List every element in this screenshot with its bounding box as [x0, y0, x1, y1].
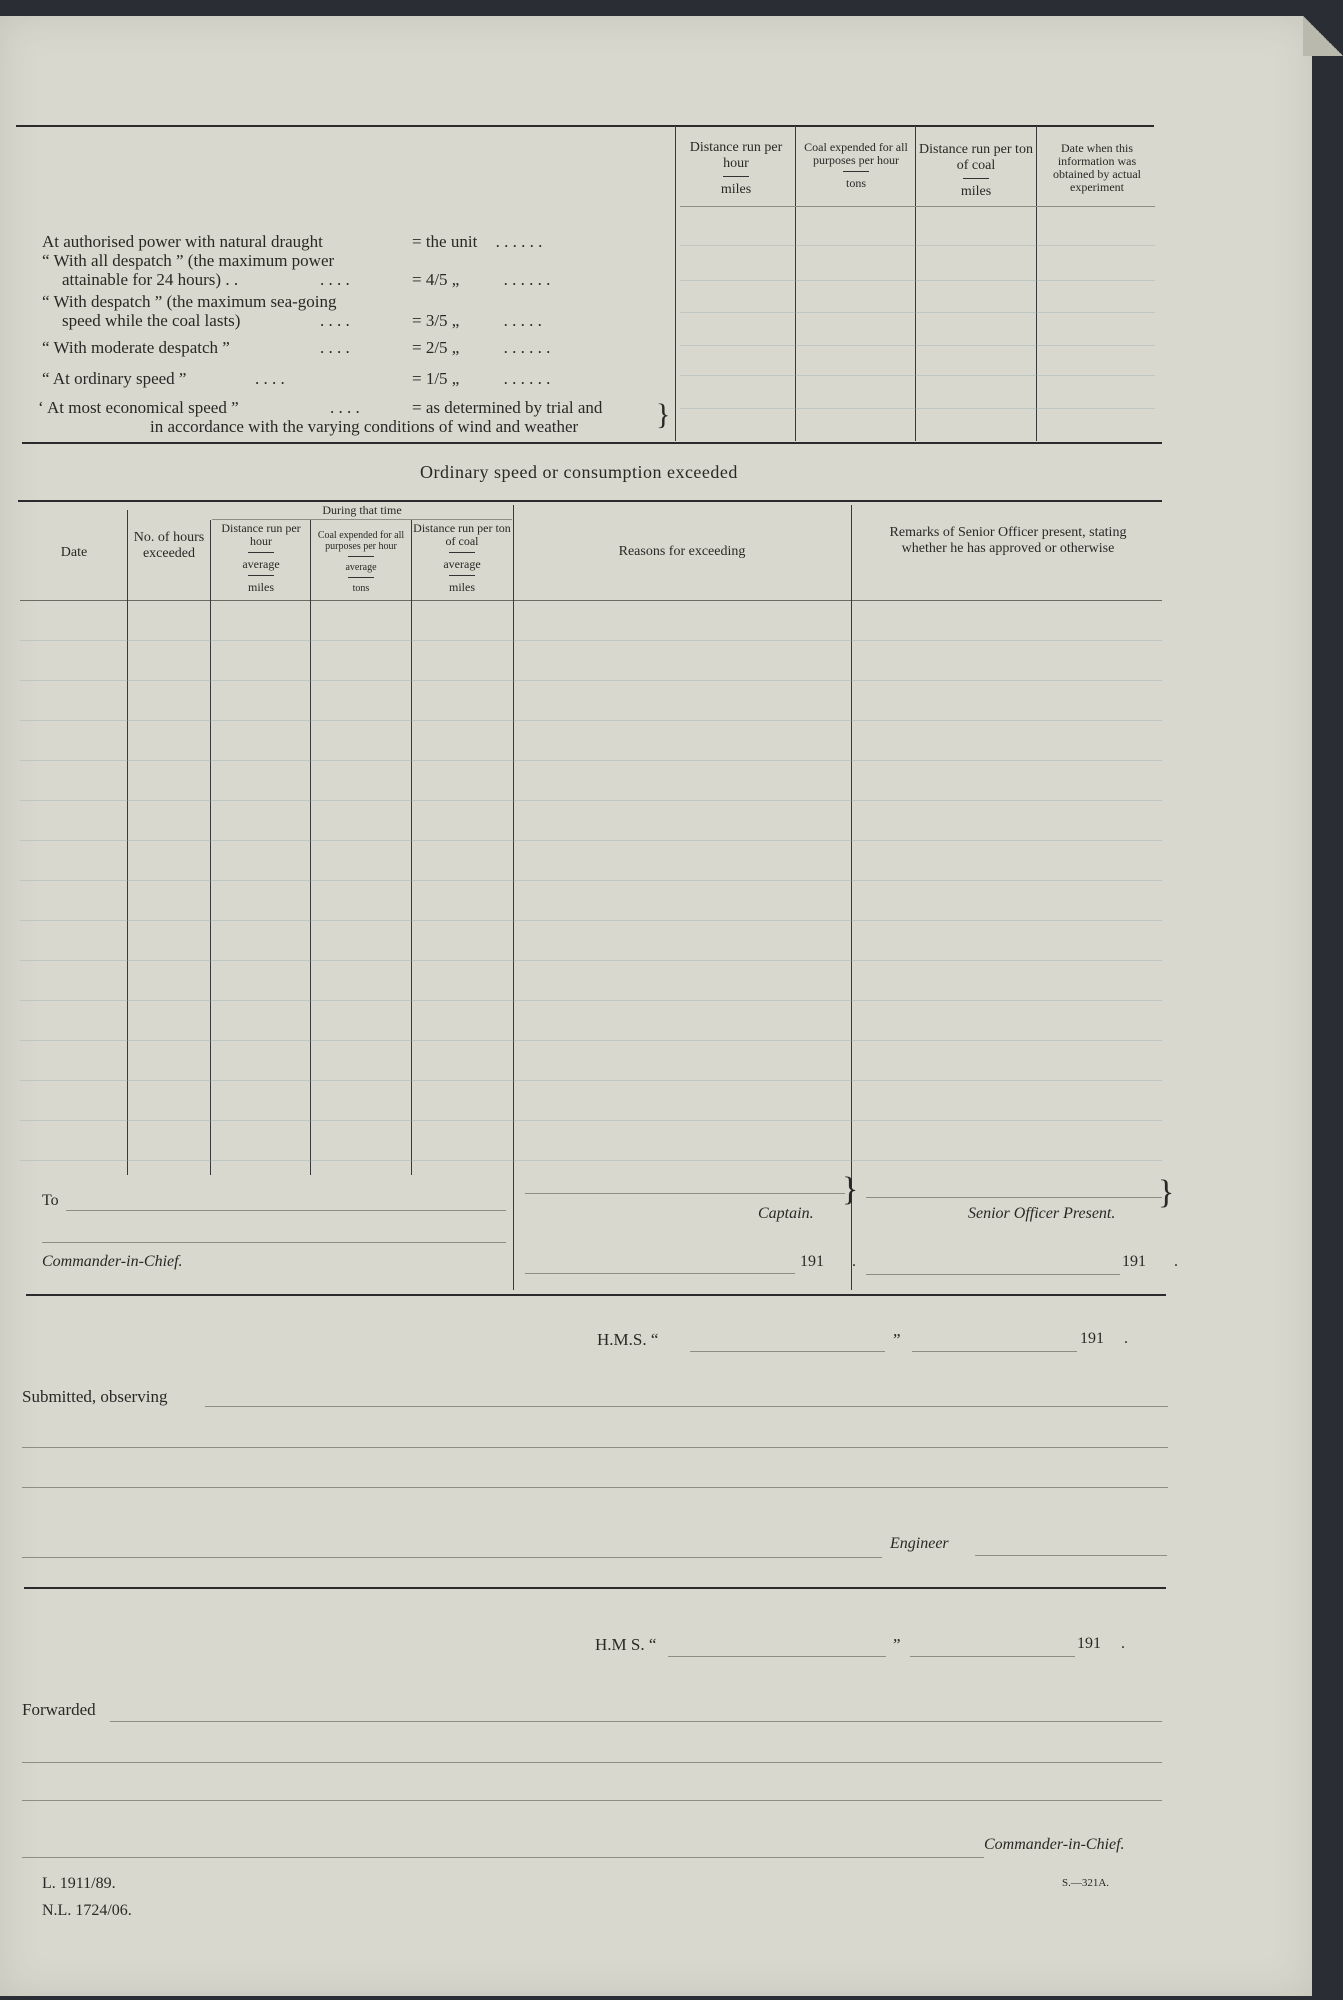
- senior-brace: }: [1158, 1174, 1175, 1211]
- submitted-label: [22, 1387, 167, 1407]
- submitted-hms-text: H.M.S. “: [597, 1330, 659, 1349]
- footer-ref-2: [42, 1902, 132, 1920]
- speed-row-authorised: [42, 232, 323, 251]
- col-remarks: [870, 525, 1146, 557]
- engineer-text: Engineer: [890, 1535, 949, 1552]
- speed-label: ‘ At most economical speed ”: [38, 398, 239, 417]
- speed-ratio: = 3/5 „: [412, 311, 460, 330]
- footer-form-text: S.—321A.: [1062, 1877, 1110, 1889]
- col-coal-avg: average: [345, 562, 377, 573]
- forwarded-close-quote: [893, 1635, 901, 1655]
- speed-eq-economical: [412, 398, 602, 418]
- forwarded-year-text: 191: [1077, 1635, 1101, 1652]
- header-distance-per-hour: [680, 140, 792, 198]
- speed-ratio: = 1/5 „: [412, 369, 460, 388]
- leader-dots-despatch-row: [320, 270, 350, 290]
- top-header-underline: [680, 206, 1155, 207]
- ex-col-div-3: [310, 520, 311, 1175]
- forwarded-label: [22, 1700, 96, 1720]
- col-per-ton-avg: average: [443, 557, 481, 571]
- col-remarks-label: Remarks of Senior Officer present, stating whether he has approved or otherwise: [889, 525, 1127, 556]
- top-col-divider-3: [1036, 126, 1037, 441]
- top-col-divider-1: [795, 126, 796, 441]
- forwarded-period: .: [1121, 1635, 1125, 1652]
- speed-row-despatch: [42, 292, 337, 330]
- captain-year: [800, 1253, 856, 1271]
- speed-label-cont: speed while the coal lasts): [62, 311, 241, 330]
- col-distance: [214, 522, 308, 594]
- senior-text: Senior Officer Present.: [968, 1205, 1116, 1222]
- ex-col-div-1: [127, 510, 128, 1175]
- speed-row-moderate: [42, 338, 230, 357]
- top-col-divider-2: [915, 126, 916, 441]
- speed-eq-despatch: [412, 311, 542, 331]
- submitted-label-text: Submitted, observing: [22, 1387, 168, 1406]
- top-table-left-edge: [675, 126, 676, 441]
- leader-dots-seagoing-row: [320, 311, 350, 331]
- submitted-close-quote: [893, 1330, 901, 1350]
- forwarded-date-line: [910, 1656, 1075, 1657]
- exceeded-title: [420, 462, 738, 483]
- col-date: [22, 545, 126, 561]
- col-coal-unit: tons: [352, 583, 370, 594]
- forwarded-hms: [595, 1635, 656, 1655]
- senior-year-text: 191: [1122, 1253, 1146, 1270]
- col-per-ton-unit: miles: [449, 580, 475, 594]
- speed-row-ordinary: [42, 369, 186, 388]
- to-label: [42, 1192, 59, 1210]
- col-hours: [130, 530, 208, 562]
- leader-dots: . . . .: [320, 311, 350, 330]
- senior-date-line: [866, 1274, 1120, 1275]
- speed-eq-all-despatch: [412, 270, 550, 290]
- engineer-label: [890, 1535, 949, 1553]
- forwarded-line-4: [22, 1857, 984, 1858]
- speed-label: “ At ordinary speed ”: [42, 369, 187, 388]
- col-coal-label: Coal expended for all purposes per hour: [317, 530, 405, 552]
- footer-form-number: [1062, 1877, 1109, 1889]
- during-underline: [212, 519, 512, 520]
- header-distance-per-ton-unit: miles: [960, 184, 992, 199]
- forwarded-cic: [984, 1836, 1125, 1854]
- speed-ratio: = 4/5 „: [412, 270, 460, 289]
- senior-sign-line: [866, 1197, 1162, 1198]
- ex-col-div-5: [513, 505, 514, 1290]
- top-table-rule: [16, 125, 1154, 127]
- col-reasons-label: Reasons for exceeding: [618, 544, 746, 559]
- submitted-period: .: [1124, 1330, 1128, 1347]
- exceeded-header-bottom: [20, 600, 1162, 601]
- speed-eq-authorised: [412, 232, 542, 252]
- cic-text: Commander-in-Chief.: [42, 1253, 183, 1270]
- col-distance-label: Distance run per hour: [221, 521, 301, 548]
- leader-dots-economical-row: [330, 398, 360, 418]
- submitted-line-1: [205, 1406, 1168, 1407]
- col-per-ton: [413, 522, 511, 594]
- speed-ratio: = the unit: [412, 232, 478, 251]
- header-distance-per-ton-label: Distance run per ton of coal: [919, 142, 1033, 173]
- speed-ratio: = as determined by trial and: [412, 398, 603, 417]
- header-coal-per-hour-label: Coal expended for all purposes per hour: [804, 140, 908, 167]
- captain-sign-line: [525, 1193, 845, 1194]
- captain-text: Captain.: [758, 1205, 814, 1222]
- speed-eq-ordinary: [412, 369, 550, 389]
- captain-period: .: [852, 1253, 856, 1270]
- ex-col-div-4: [411, 520, 412, 1175]
- col-reasons: [515, 544, 849, 560]
- leader-dots: . . . . . .: [495, 232, 543, 251]
- captain-brace: }: [842, 1171, 859, 1208]
- forwarded-label-text: Forwarded: [22, 1700, 96, 1719]
- speed-eq-moderate: [412, 338, 550, 358]
- col-hours-label: No. of hours exceeded: [133, 530, 205, 561]
- during-label: During that time: [322, 503, 402, 517]
- forwarded-ship-line: [668, 1656, 886, 1657]
- speed-label-cont: in accordance with the varying conditions of wind and weather: [150, 417, 579, 436]
- forwarded-hms-text: H.M S. “: [595, 1635, 657, 1654]
- ex-col-div-2: [210, 520, 211, 1175]
- speed-label-cont: attainable for 24 hours) . .: [62, 270, 239, 289]
- submitted-line-4: [22, 1557, 882, 1558]
- captain-date-line: [525, 1273, 795, 1274]
- submitted-hms: [597, 1330, 658, 1350]
- col-distance-unit: miles: [248, 580, 274, 594]
- footer-ref-1-text: L. 1911/89.: [42, 1875, 116, 1892]
- forwarded-year: [1077, 1635, 1125, 1653]
- header-coal-per-hour-unit: tons: [845, 176, 866, 190]
- leader-dots: . . . .: [330, 398, 360, 417]
- speed-ratio: = 2/5 „: [412, 338, 460, 357]
- leader-dots: . . . . .: [503, 311, 542, 330]
- leader-dots: . . . . . .: [503, 369, 551, 388]
- submitted-line-3: [22, 1487, 1168, 1488]
- speed-label: At authorised power with natural draught: [42, 232, 323, 251]
- leader-dots-ordinary-row: [255, 369, 285, 389]
- submitted-quote-text: ”: [893, 1330, 901, 1349]
- forwarded-line-2: [22, 1762, 1162, 1763]
- header-distance-per-hour-label: Distance run per hour: [689, 140, 783, 171]
- brace-economical: }: [656, 398, 671, 431]
- col-per-ton-label: Distance run per ton of coal: [413, 521, 511, 548]
- header-distance-per-ton: [918, 142, 1034, 200]
- engineer-line: [975, 1555, 1167, 1556]
- speed-label: “ With all despatch ” (the maximum power: [42, 251, 335, 270]
- page-corner: [1303, 16, 1343, 56]
- during-that-time: [212, 504, 512, 517]
- captain-label: [758, 1205, 814, 1223]
- header-distance-per-hour-unit: miles: [720, 182, 752, 197]
- leader-dots: . . . .: [320, 270, 350, 289]
- header-date-obtained: [1040, 142, 1154, 194]
- captain-year-text: 191: [800, 1253, 824, 1270]
- submitted-line-2: [22, 1447, 1168, 1448]
- forwarded-quote-text: ”: [893, 1635, 901, 1654]
- signoff-bottom-rule: [26, 1294, 1166, 1296]
- to-line-1: [66, 1210, 506, 1211]
- leader-dots: . . . .: [320, 338, 350, 357]
- forwarded-cic-text: Commander-in-Chief.: [984, 1836, 1125, 1853]
- submitted-year: [1080, 1330, 1128, 1348]
- senior-label: [968, 1205, 1115, 1223]
- to-line-2: [42, 1242, 506, 1243]
- leader-dots: . . . .: [255, 369, 285, 388]
- top-table-bottom-rule: [22, 442, 1162, 444]
- to-text: To: [42, 1192, 59, 1209]
- footer-ref-1: [42, 1875, 116, 1893]
- footer-ref-2-text: N.L. 1724/06.: [42, 1902, 132, 1919]
- leader-dots: . . . . . .: [503, 338, 551, 357]
- submitted-date-line: [912, 1351, 1077, 1352]
- exceeded-title-text: Ordinary speed or consumption exceeded: [420, 462, 738, 482]
- cic-label: [42, 1253, 183, 1271]
- leader-dots: . . . . . .: [503, 270, 551, 289]
- submitted-year-text: 191: [1080, 1330, 1104, 1347]
- senior-period: .: [1174, 1253, 1178, 1270]
- senior-year: [1122, 1253, 1178, 1271]
- header-coal-per-hour: [800, 141, 912, 190]
- forwarded-line-1: [110, 1721, 1162, 1722]
- header-date-obtained-label: Date when this information was obtained by actual experiment: [1053, 141, 1141, 194]
- leader-dots-moderate-row: [320, 338, 350, 358]
- col-distance-avg: average: [242, 557, 280, 571]
- speed-label: “ With moderate despatch ”: [42, 338, 230, 357]
- submitted-bottom-rule: [24, 1587, 1166, 1589]
- submitted-ship-line: [690, 1351, 885, 1352]
- forwarded-line-3: [22, 1800, 1162, 1801]
- speed-row-all-despatch: [42, 251, 334, 289]
- speed-label: “ With despatch ” (the maximum sea-going: [42, 292, 337, 311]
- col-coal: [314, 530, 408, 594]
- exceeded-top-rule: [18, 500, 1162, 502]
- col-date-label: Date: [60, 545, 88, 560]
